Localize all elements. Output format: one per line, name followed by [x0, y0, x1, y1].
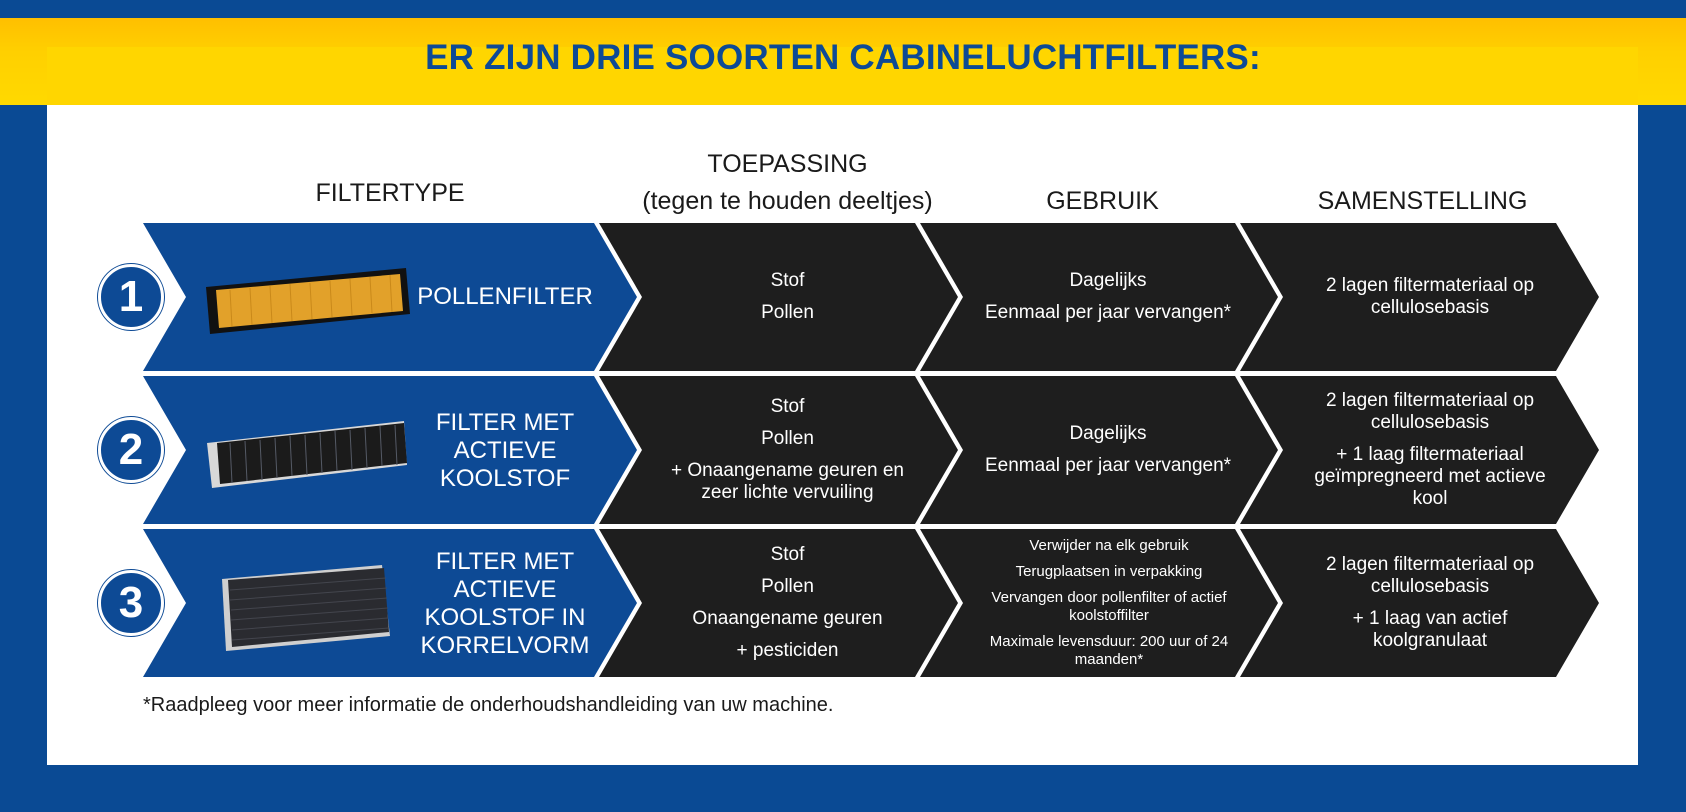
row1-filtertype-line1: POLLENFILTER — [417, 283, 593, 310]
row2-samenstelling-line2: + 1 laag filtermateriaal geïmpregneerd met actieve kool — [1314, 444, 1546, 509]
row2-toepassing-line2: Pollen — [761, 428, 814, 449]
row2-filtertype-label — [420, 409, 590, 493]
row1-samenstelling-cell — [1300, 223, 1560, 371]
row2-toepassing-cell — [660, 376, 915, 524]
row3-filtertype-label — [415, 548, 595, 660]
row3-samenstelling-line2: + 1 laag van actief koolgranulaat — [1352, 608, 1508, 651]
header-toepassing-line1: TOEPASSING — [707, 150, 868, 178]
row1-samenstelling-line1: 2 lagen filtermateriaal op cellulosebasis — [1325, 275, 1535, 318]
row2-samenstelling-line1: 2 lagen filtermateriaal op cellulosebasis — [1325, 390, 1535, 433]
row1-toepassing-line2: Pollen — [761, 302, 814, 323]
row3-number-badge: 3 — [98, 570, 164, 636]
row1-toepassing-cell — [650, 223, 925, 371]
row3-filtertype-line3: KOOLSTOF IN — [424, 604, 586, 631]
row2-toepassing-line3: + Onaangename geuren en zeer lichte vervuiling — [671, 460, 904, 503]
row1-number-badge: 1 — [98, 264, 164, 330]
row2-gebruik-line2: Eenmaal per jaar vervangen* — [984, 455, 1232, 476]
row1-gebruik-line2: Eenmaal per jaar vervangen* — [984, 302, 1232, 323]
row2-toepassing-line1: Stof — [770, 396, 805, 417]
row3-gebruik-line1: Verwijder na elk gebruik — [1029, 537, 1189, 554]
row2-filtertype-line3: KOOLSTOF — [439, 465, 571, 492]
row3-toepassing-cell — [660, 529, 915, 677]
header-gebruik-label: GEBRUIK — [1046, 187, 1159, 215]
row1-toepassing-line1: Stof — [770, 270, 805, 291]
row2-samenstelling-cell — [1300, 376, 1560, 524]
row3-toepassing-line4: + pesticiden — [736, 640, 839, 661]
row3-gebruik-line4: Maximale levensduur: 200 uur of 24 maanden* — [989, 633, 1229, 668]
row2-filtertype-line2: ACTIEVE — [453, 437, 557, 464]
row1-filtertype-label — [410, 283, 600, 311]
header-toepassing-line2: (tegen te houden deeltjes) — [642, 187, 933, 215]
footnote: *Raadpleeg voor meer informatie de onderhoudshandleiding van uw machine. — [143, 694, 834, 716]
row3-samenstelling-line1: 2 lagen filtermateriaal op cellulosebasis — [1325, 554, 1535, 597]
row1-gebruik-line1: Dagelijks — [1069, 270, 1147, 291]
row3-samenstelling-cell — [1300, 529, 1560, 677]
row3-filtertype-line2: ACTIEVE — [453, 576, 557, 603]
header-filtertype-label: FILTERTYPE — [315, 179, 465, 207]
row2-filtertype-line1: FILTER MET — [435, 409, 575, 436]
row1-gebruik-cell — [968, 223, 1248, 371]
row3-toepassing-line3: Onaangename geuren — [692, 608, 883, 629]
row3-toepassing-line2: Pollen — [761, 576, 814, 597]
row3-gebruik-line2: Terugplaatsen in verpakking — [1015, 563, 1203, 580]
row2-number-badge: 2 — [98, 417, 164, 483]
row2-gebruik-line1: Dagelijks — [1069, 423, 1147, 444]
row3-toepassing-line1: Stof — [770, 544, 805, 565]
row3-gebruik-cell — [978, 529, 1240, 677]
row3-gebruik-line3: Vervangen door pollenfilter of actief koolstoffilter — [991, 589, 1227, 624]
row3-filtertype-line1: FILTER MET — [435, 548, 575, 575]
header-samenstelling-label: SAMENSTELLING — [1317, 187, 1528, 215]
row2-gebruik-cell — [968, 376, 1248, 524]
page-title: ER ZIJN DRIE SOORTEN CABINELUCHTFILTERS: — [425, 38, 1261, 77]
row3-filtertype-line4: KORRELVORM — [420, 632, 590, 659]
granular-carbon-filter-image — [222, 565, 390, 651]
